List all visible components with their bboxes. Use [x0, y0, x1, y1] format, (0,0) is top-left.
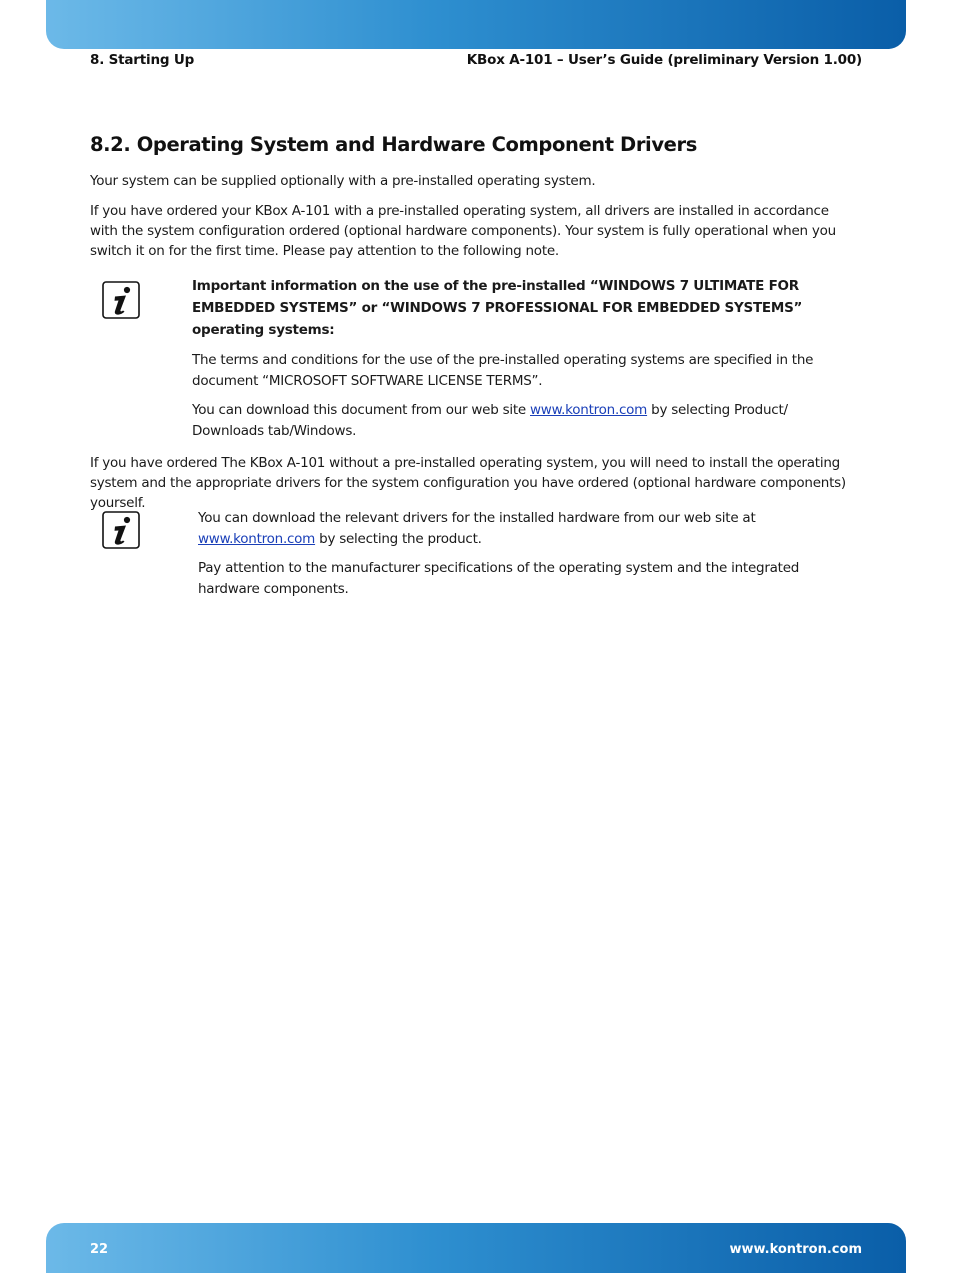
header-bar: [46, 0, 906, 49]
note-attention: Pay attention to the manufacturer specifications of the operating system and the integrated hardware components.: [198, 560, 800, 597]
info-icon: [102, 511, 140, 549]
kontron-link[interactable]: www.kontron.com: [530, 402, 648, 418]
preinstalled-paragraph: If you have ordered your KBox A-101 with a pre-installed operating system, all drivers are installed in accordance with the system configuration ordered (optional hardware components). Your system is fully operational when you switch it on for the first time. Please pay attention to the following note.: [90, 203, 836, 259]
kontron-link[interactable]: www.kontron.com: [198, 530, 316, 547]
document-title: KBox A-101 – User’s Guide (preliminary Version 1.00): [466, 52, 862, 68]
footer-website: www.kontron.com: [729, 1242, 862, 1257]
note-windows-license: [192, 275, 860, 450]
page-number: 22: [90, 1242, 109, 1257]
note-drivers-text: You can download the relevant drivers for the installed hardware from our web site at: [198, 510, 756, 526]
note-license-terms: The terms and conditions for the use of the pre-installed operating systems are specified in the document “MICROSOFT SOFTWARE LICENSE TERMS”.: [192, 352, 814, 389]
note-download-text: You can download this document from our web site: [192, 402, 530, 418]
page-footer: [90, 1241, 862, 1259]
note-drivers: [198, 508, 860, 608]
no-os-paragraph: If you have ordered The KBox A-101 without a pre-installed operating system, you will need to install the operating system and the appropriate drivers for the system configuration you have ordered (optional hardware components) yourself.: [90, 455, 846, 511]
note-heading: Important information on the use of the pre-installed “WINDOWS 7 ULTIMATE FOR EMBEDDED SYSTEMS” or “WINDOWS 7 PROFESSIONAL FOR EMBEDDED SYSTEMS” operating systems:: [192, 278, 803, 338]
info-icon: [102, 281, 140, 319]
chapter-label: 8. Starting Up: [90, 52, 195, 68]
running-header: [90, 51, 862, 69]
intro-paragraph: Your system can be supplied optionally with a pre-installed operating system.: [90, 173, 596, 189]
note-download: [192, 400, 860, 441]
section-title: 8.2. Operating System and Hardware Component Drivers: [90, 133, 697, 156]
note-drivers-text-after: by selecting the product.: [315, 530, 482, 547]
note-download-text-after: by selecting Product/ Downloads tab/Windows.: [192, 402, 788, 439]
note-drivers-download: [198, 508, 860, 549]
